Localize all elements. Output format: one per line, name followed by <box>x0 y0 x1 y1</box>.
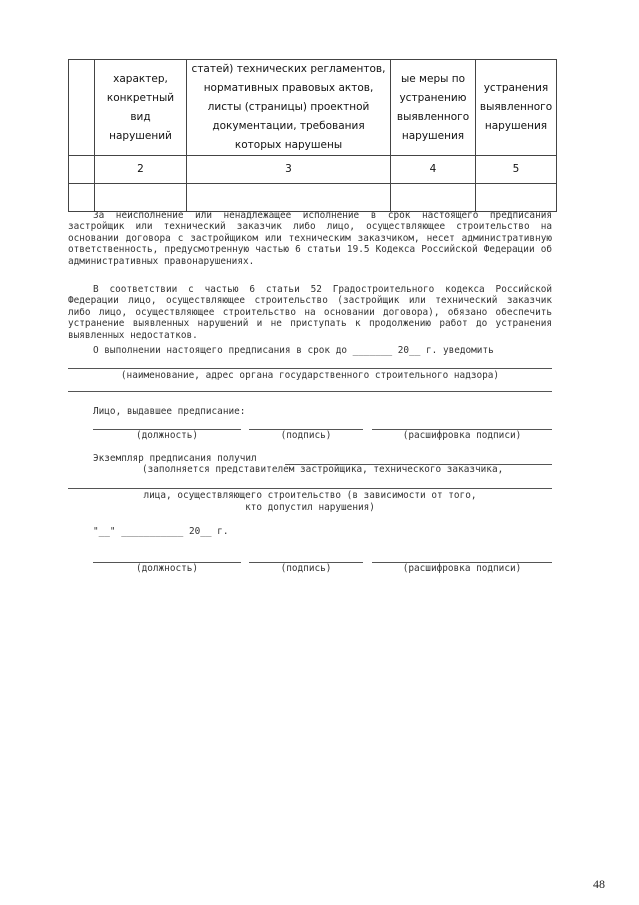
empty-cell <box>95 184 187 212</box>
liability-paragraph <box>68 210 552 267</box>
header-cell: характер, конкретный вид нарушений <box>95 60 187 156</box>
violations-table <box>68 59 557 212</box>
empty-cell <box>187 184 391 212</box>
notify-line: О выполнении настоящего предписания в срок до _______ 20__ г. уведомить <box>93 345 494 356</box>
decoding-caption: (расшифровка подписи) <box>402 430 522 441</box>
table-number-row <box>69 156 557 184</box>
table-empty-row <box>69 184 557 212</box>
header-cell: устранения выявленного нарушения <box>476 60 557 156</box>
decoding-caption-2: (расшифровка подписи) <box>402 563 522 574</box>
empty-cell <box>476 184 557 212</box>
position-caption-2: (должность) <box>135 563 199 574</box>
number-cell: 2 <box>95 156 187 184</box>
empty-cell <box>69 184 95 212</box>
header-cell: ые меры по устранению выявленного нарушения <box>391 60 476 156</box>
authority-line <box>68 368 552 369</box>
issuer-label: Лицо, выдавшее предписание: <box>93 406 246 417</box>
date-line: "__" ___________ 20__ г. <box>93 526 229 537</box>
code-reference-text: В соответствии с частью 6 статьи 52 Градостроительного кодекса Российской Федерации лицо, осуществляющее строительство (застройщик или технический заказчик либо лицо, осуществляющее строительство на основании договора), обязано обеспечить устранение выявленных нарушений и не приступать к продолжению работ до устранения выявленных недостатков. <box>68 284 552 341</box>
number-cell <box>69 156 95 184</box>
position-caption: (должность) <box>135 430 199 441</box>
authority-caption: (наименование, адрес органа государственного строительного надзора) <box>120 370 500 381</box>
number-cell: 5 <box>476 156 557 184</box>
liability-text: За неисполнение или ненадлежащее исполнение в срок настоящего предписания застройщик или технический заказчик либо лицо, осуществляющее строительство на основании договора с застройщиком или техническим заказчиком, несет административную ответственность, предусмотренную частью 6 статьи 19.5 Кодекса Российской Федерации об административных правонарушениях. <box>68 210 552 267</box>
copy-caption-3: кто допустил нарушения) <box>245 502 375 513</box>
table-header-row <box>69 60 557 156</box>
copy-caption-2: лица, осуществляющего строительство (в зависимости от того, <box>143 490 477 501</box>
number-cell: 3 <box>187 156 391 184</box>
number-cell: 4 <box>391 156 476 184</box>
signature-caption-2: (подпись) <box>280 563 332 574</box>
signature-caption: (подпись) <box>280 430 332 441</box>
copy-received-label: Экземпляр предписания получил <box>93 453 257 464</box>
copy-line <box>68 488 552 489</box>
empty-cell <box>391 184 476 212</box>
copy-caption-1: (заполняется представителем застройщика, технического заказчика, <box>142 464 504 475</box>
authority-line-2 <box>68 391 552 392</box>
page-number: 48 <box>593 877 605 891</box>
header-cell <box>69 60 95 156</box>
header-cell: статей) технических регламентов, нормативных правовых актов, листы (страницы) проектной документации, требования которых нарушены <box>187 60 391 156</box>
code-reference-paragraph <box>68 284 552 341</box>
